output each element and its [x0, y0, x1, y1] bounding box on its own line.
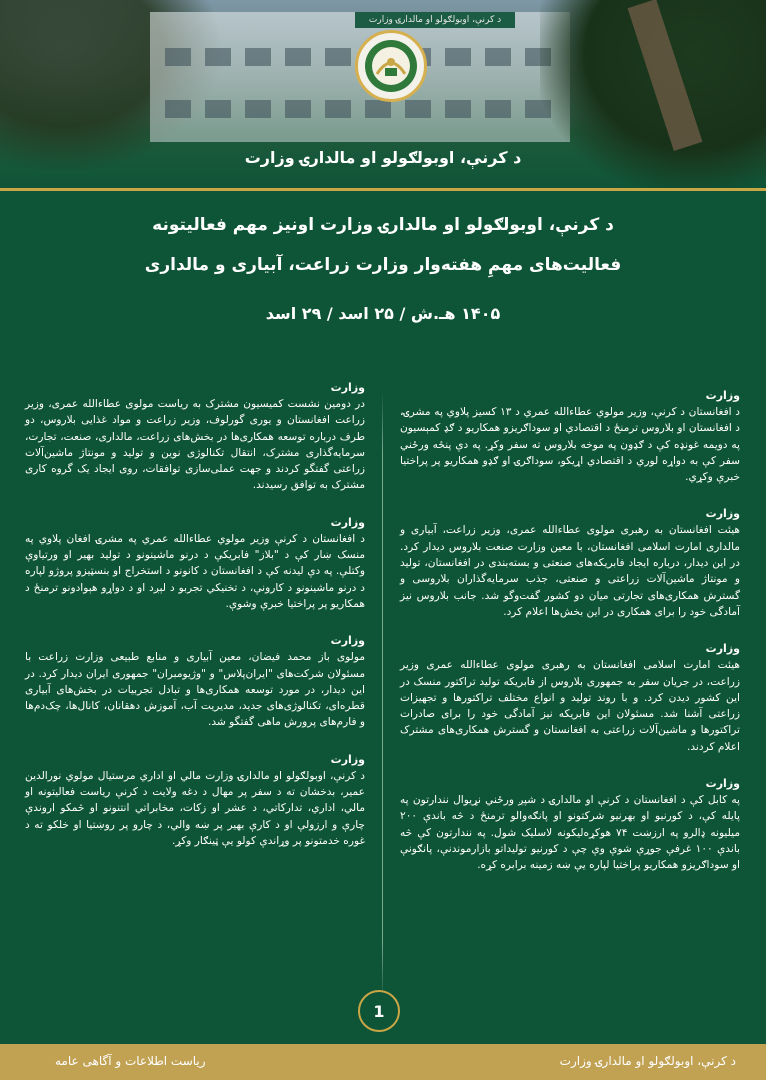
news-item	[25, 515, 365, 612]
news-item	[400, 776, 740, 873]
news-item	[400, 388, 740, 485]
header-title: د کرنې، اوبولګولو او مالدارۍ وزارت	[244, 148, 522, 167]
item-text: هیئت امارت اسلامی افغانستان به رهبری مولوی عطاءالله عمری وزیر زراعت، در جریان سفر به جمهوری بلاروس از فابریکه تولید تراکتور منسک در این کشور دیدن کرد. و با روند تولید و انواع مختلف تراکتورها و تجهیزات زراعتی آشنا شد. مسئولان این فابریکه نیز آمادگی خود را برای صادرات تراکتورها و ماشین‌آلات زراعتی به افغانستان و گسترش همکاری‌های مشترک اعلام کردند.	[400, 659, 740, 753]
item-text: د کرنې، اوبولګولو او مالدارۍ وزارت مالي او اداري مرستیال مولوي نورالدین عمیر، بدخشان ته د سفر پر مهال د دغه ولایت د کرنې ریاست فعالیتونه او مالي، اداري، تدارکاتي، د عشر او زکات، مخابراتي انتنونو او څمکو اروندې چارې و ارزولې او د کارې بهیر پر ښه والي، د چارو پر روښتیا او خلکو ته د غوره خدمتونو پر وړاندې کولو یې ټینګار وکړ.	[25, 769, 365, 847]
news-item	[25, 380, 365, 494]
news-item	[25, 752, 365, 849]
news-item	[400, 641, 740, 755]
item-heading: وزارت	[330, 381, 365, 394]
column-divider	[382, 392, 383, 1002]
ministry-logo-icon	[355, 30, 427, 102]
gold-divider	[0, 188, 766, 191]
building-windows	[165, 100, 555, 118]
item-heading: وزارت	[705, 389, 740, 402]
item-heading: وزارت	[330, 634, 365, 648]
news-item	[25, 633, 365, 730]
item-heading: وزارت	[705, 507, 740, 521]
news-item	[400, 506, 740, 620]
page-number: 1	[358, 990, 400, 1032]
item-text: هیئت افغانستان به رهبری مولوی عطاءالله عمری، وزیر زراعت، آبیاری و مالداری امارت اسلامی افغانستان، با معین وزارت صنعت بلاروس دیدار کرد. در این دیدار، درباره ایجاد فابریکه‌های صنعتی و بسته‌بندی در افغانستان، تولید و مونتاژ ماشین‌آلات زراعتی و صنعتی، جذب سرمایه‌گذاران بلاروسی و گسترش همکاری‌های تجارتی میان دو کشور گفت‌وگو شد. جانب بلاروس نیز آمادگی خود را برای همکاری در این بخش‌ها اعلام کرد.	[400, 524, 740, 618]
title-dari: فعالیت‌های مهمِ هفته‌وار وزارت زراعت، آبیاری و مالداری	[144, 255, 622, 275]
header-banner	[0, 0, 766, 190]
right-column	[400, 388, 740, 895]
left-column	[25, 380, 365, 870]
title-pashto: د کرنې، اوبولګولو او مالدارۍ وزارت اونیز مهم فعالیتونه	[152, 215, 614, 235]
item-text: در دومین نشست کمیسیون مشترک به ریاست مولوی عطاءالله عمری، وزیر زراعت افغانستان و یوری گورلوف، وزیر زراعت و مواد غذایی بلاروس، دو طرف درباره توسعه همکاری‌ها در بخش‌های زراعت، مالداری، صنعت، تجارت، سرمایه‌گذاری مشترک، انتقال تکنالوژی نوین و تولید و مونتاژ ماشین‌آلات زراعتی گفتگو کردند و جهت عملی‌سازی توافقات، روی ایجاد یک گروه کاری مشترک به توافق رسیدند.	[25, 398, 365, 492]
item-heading: وزارت	[705, 642, 740, 656]
item-text: مولوی باز محمد فیضان، معین آبیاری و منابع طبیعی وزارت زراعت با مسئولان شرکت‌های "ایران‌پلاس" و "وژیومبران" جمهوری ایران دیدار کرد. در این دیدار، در مورد توسعه همکاری‌ها و تبادل تجربیات در بخش‌های آبیاری قطره‌ای، تکنالوژی‌های جدید، مدیریت آب، آموزش دهقانان، کانال‌ها، چک‌دم‌ها و فارم‌های پرورش ماهی گفتگو شد.	[25, 651, 365, 729]
emblem-icon	[363, 38, 419, 94]
footer-ministry: د کرنې، اوبولګولو او مالدارۍ وزارت	[559, 1054, 736, 1068]
item-text: د افغانستان د کرنې وزیر مولوي عطاءالله عمري په مشرۍ افغان پلاوي په منسک ښار کې د "بلاز" فابریکې د درنو ماشینونو د تولید بهیر او ورتیاوې وکتلې. په دې لیدنه کې د افغانستان د کانونو د استخراج او بنسټیزو پروژو لپاره د درنو ماشینونو د کارونې، د تخنیکي تجربو د لېږد او د دواړو هېوادونو ترمنځ د همکاریو پر پراختیا خبرې وشوې.	[25, 532, 365, 610]
date-line: ۱۴۰۵ هـ.ش / ۲۵ اسد / ۲۹ اسد	[265, 304, 501, 323]
footer-department: ریاست اطلاعات و آگاهی عامه	[55, 1054, 206, 1068]
item-text: په کابل کې د افغانستان د کرنې او مالدارۍ د شپږ ورځني نړیوال نندارتون په پایله کې، د کورنیو او بهرنیو شرکتونو او پانګه‌والو ترمنځ د څه باندې ۲۰۰ میلیونه ډالرو په ارزښت ۷۴ هوکړه‌لیکونه لاسلیک شول. په نندارتون کې څه باندې ۱۰۰ غرفې جوړې شوې وې چې د کورنیو تولیداتو بازارموندنې، پانګونې او سوداګریزو همکاریو پراختیا لپاره یې ښه زمینه برابره کړه.	[400, 794, 740, 872]
building-sign: د کرنې، اوبولګولو او مالدارۍ وزارت	[355, 12, 515, 28]
footer-bar	[0, 1044, 766, 1080]
item-heading: وزارت	[330, 515, 365, 529]
item-heading: وزارت	[330, 752, 365, 766]
item-text: د افغانستان د کرنې، وزیر مولوي عطاءالله عمري د ۱۳ کسیز پلاوي په مشرۍ، د افغانستان او بلاروس ترمنځ د اقتصادي او سوداګریزو همکاریو د ګډ کمېسیون په دویمه غونډه کې د ګډون په موخه بلاروس ته سفر وکړ. په دې پنځه ورځني سفر کې به دواړه لوري د اقتصادي اړیکو، سوداګرۍ او ګډو همکاریو پر پراختیا خبرې وکړي.	[400, 406, 740, 484]
item-heading: وزارت	[705, 777, 740, 791]
title-block	[0, 212, 766, 326]
